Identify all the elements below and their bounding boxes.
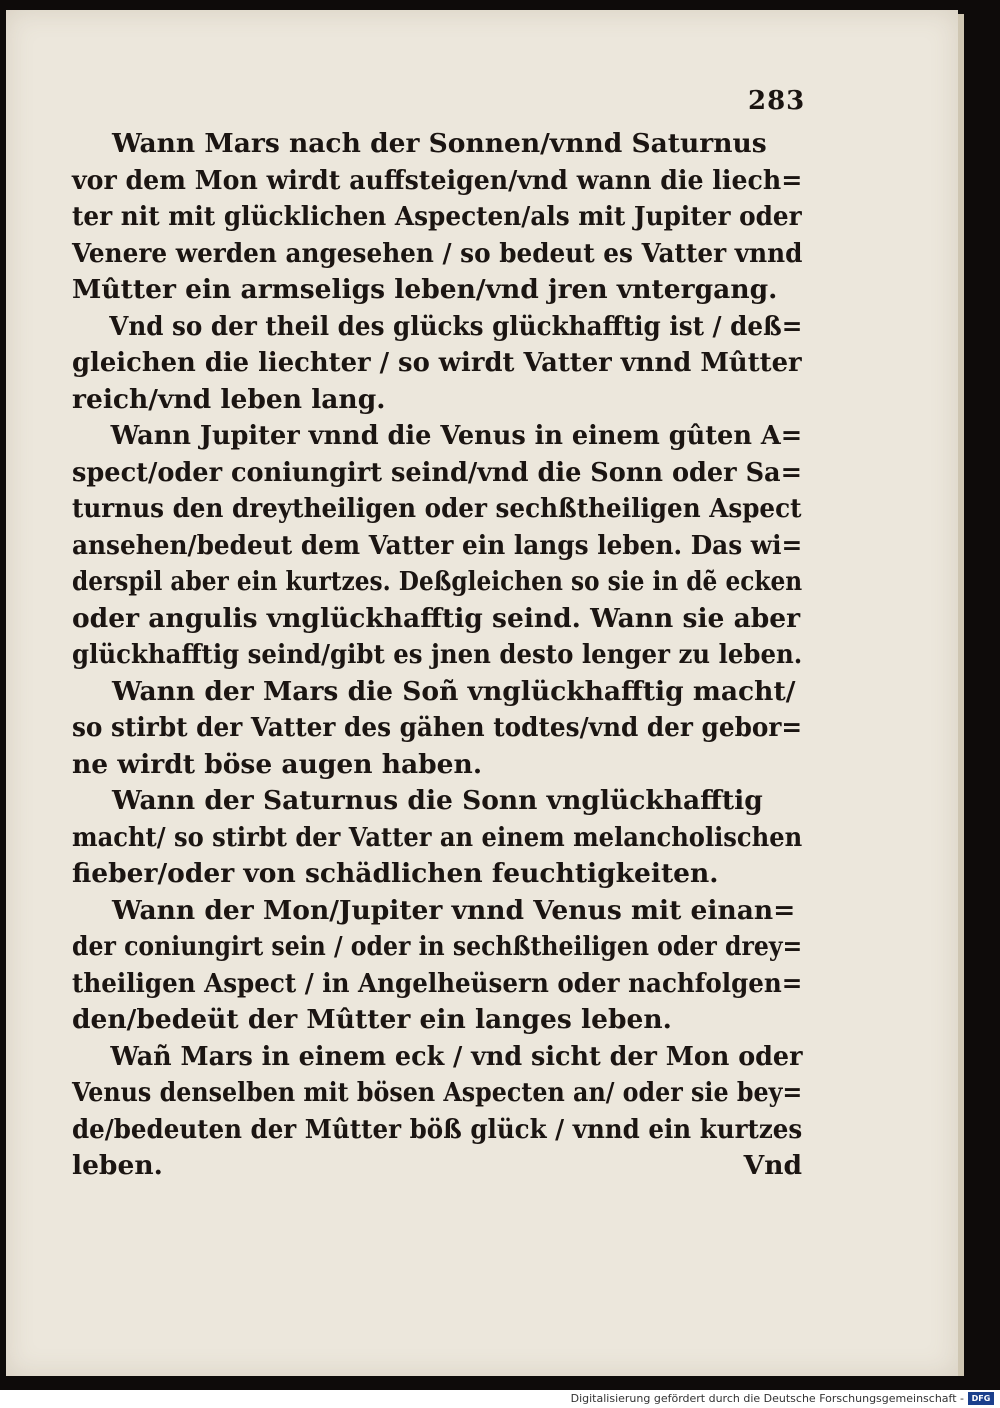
text-line: de/bedeuten der Mûtter böß glück / vnnd ein kurtzes: [72, 1113, 803, 1145]
text-line: macht/ so stirbt der Vatter an einem melancholischen: [72, 821, 803, 853]
text-line: Venus denselben mit bösen Aspecten an/ oder sie bey=: [72, 1077, 803, 1108]
text-line: glückhafftig seind/gibt es jnen desto lenger zu leben.: [72, 639, 803, 670]
page-number: 283: [748, 86, 806, 116]
text-line: reich/vnd leben lang.: [72, 383, 386, 415]
text-line: Wann der Saturnus die Sonn vnglückhafftig: [112, 785, 763, 816]
text-line: Wann der Mon/Jupiter vnnd Venus mit einan=: [112, 894, 796, 926]
text-line: Wann Mars nach der Sonnen/vnnd Saturnus: [112, 128, 767, 159]
dfg-logo: DFG: [968, 1392, 994, 1405]
text-line: Vnd so der theil des glücks glückhafftig ist / deß=: [109, 310, 803, 342]
text-line: spect/oder coniungirt seind/vnd die Sonn oder Sa=: [72, 456, 803, 488]
text-line: oder angulis vnglückhafftig seind. Wann sie aber: [72, 602, 801, 634]
catchword: Vnd: [743, 1150, 802, 1181]
text-line: ne wirdt böse augen haben.: [72, 748, 483, 780]
text-line: fieber/oder von schädlichen feuchtigkeiten.: [72, 858, 719, 889]
text-line: vor dem Mon wirdt auffsteigen/vnd wann die liech=: [72, 164, 803, 196]
text-line: gleichen die liechter / so wirdt Vatter vnnd Mûtter: [72, 347, 802, 378]
text-line: Wann der Mars die Soñ vnglückhafftig macht/: [112, 675, 796, 707]
footer: [0, 1390, 1000, 1408]
text-line: so stirbt der Vatter des gähen todtes/vnd der gebor=: [72, 712, 803, 743]
text-line: theiligen Aspect / in Angelheüsern oder nachfolgen=: [72, 967, 803, 999]
text-line: Venere werden angesehen / so bedeut es Vatter vnnd: [72, 237, 803, 269]
text-line: Wann Jupiter vnnd die Venus in einem gûten A=: [110, 420, 803, 451]
page-edge: [958, 14, 964, 1376]
footer-credit: Digitalisierung gefördert durch die Deutsche Forschungsgemeinschaft -: [570, 1392, 964, 1405]
last-line-text: leben.: [72, 1150, 163, 1181]
text-block: [72, 126, 802, 1185]
book-page: [6, 10, 958, 1376]
text-line: turnus den dreytheiligen oder sechßtheiligen Aspect: [72, 493, 802, 524]
text-line: den/bedeüt der Mûtter ein langes leben.: [72, 1004, 672, 1035]
text-line: ter nit mit glücklichen Aspecten/als mit Jupiter oder: [72, 201, 802, 232]
last-line: [72, 1148, 802, 1185]
text-line: derspil aber ein kurtzes. Deßgleichen so sie in dẽ ecken: [72, 566, 803, 597]
text-line: der coniungirt sein / oder in sechßtheiligen oder drey=: [72, 931, 803, 962]
text-line: Mûtter ein armseligs leben/vnd jren vntergang.: [72, 274, 778, 305]
text-line: ansehen/bedeut dem Vatter ein langs leben. Das wi=: [72, 529, 803, 561]
text-line: Wañ Mars in einem eck / vnd sicht der Mon oder: [110, 1040, 803, 1072]
